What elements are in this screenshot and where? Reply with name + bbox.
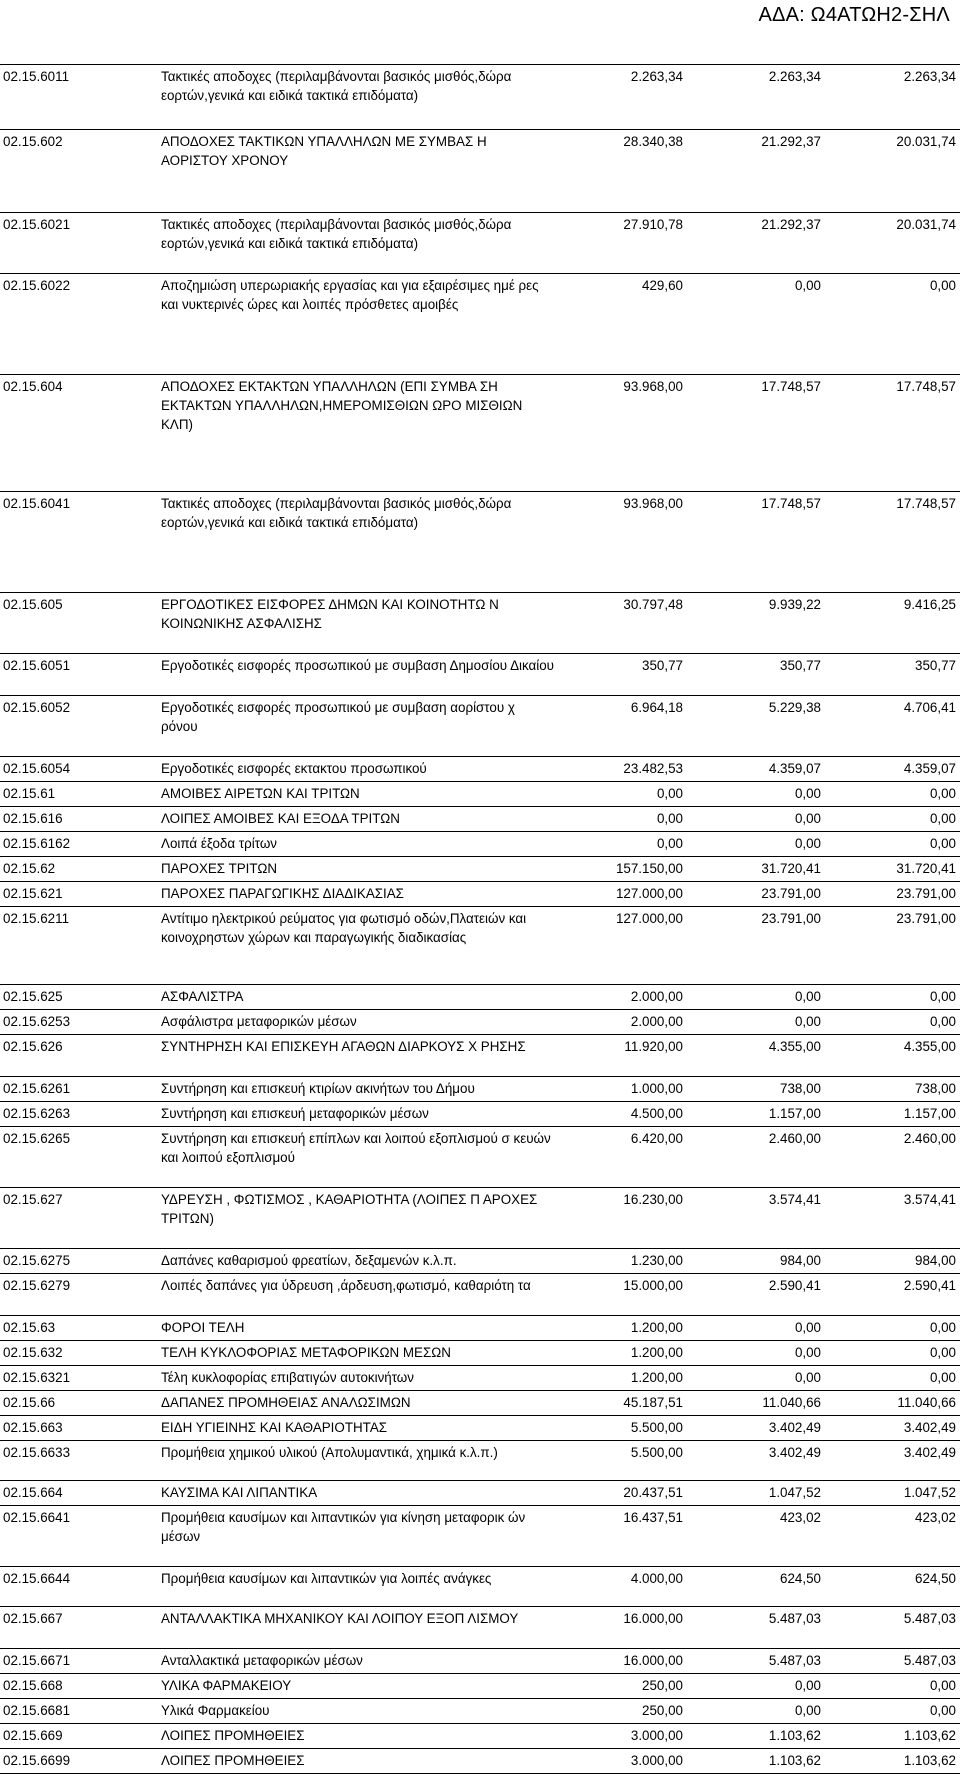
amount-col-1: 4.500,00 [630,1106,683,1121]
account-description: Αποζημιώση υπερωριακής εργασίας και για εξαιρέσιμες ημέ ρες και νυκτερινές ώρες και λοιπές πρόσθετες αμοιβές [161,278,539,312]
account-description: Δαπάνες καθαρισμού φρεατίων, δεξαμενών κ.λ.π. [161,1253,457,1268]
amount-col-1: 6.964,18 [630,700,683,715]
amount-col-3: 3.402,49 [903,1445,956,1460]
table-row [0,1391,960,1416]
account-code: 02.15.605 [3,597,63,612]
amount-col-3: 4.706,41 [903,700,956,715]
account-code: 02.15.669 [3,1728,63,1743]
amount-col-1: 1.200,00 [630,1370,683,1385]
account-code: 02.15.663 [3,1420,63,1435]
account-code: 02.15.604 [3,379,63,394]
amount-col-1: 157.150,00 [615,861,683,876]
account-code: 02.15.6054 [3,761,71,776]
amount-col-2: 0,00 [794,1014,821,1029]
account-code: 02.15.6699 [3,1753,71,1768]
amount-col-2: 0,00 [794,989,821,1004]
amount-col-1: 250,00 [642,1703,683,1718]
amount-col-1: 3.000,00 [630,1728,683,1743]
amount-col-2: 2.460,00 [768,1131,821,1146]
amount-col-3: 3.402,49 [903,1420,956,1435]
amount-col-2: 23.791,00 [761,911,821,926]
amount-col-1: 429,60 [642,278,683,293]
account-code: 02.15.66 [3,1395,56,1410]
account-description: Τακτικές αποδοχες (περιλαμβάνονται βασικός μισθός,δώρα εορτών,γενικά και ειδικά τακτικά επιδόματα) [161,217,512,251]
account-description: Προμήθεια χημικού υλικού (Απολυμαντικά, χημικά κ.λ.π.) [161,1445,498,1460]
table-row [0,782,960,807]
amount-col-2: 17.748,57 [761,496,821,511]
amount-col-2: 4.355,00 [768,1039,821,1054]
table-row [0,1274,960,1316]
account-code: 02.15.664 [3,1485,63,1500]
amount-col-1: 1.000,00 [630,1081,683,1096]
amount-col-1: 0,00 [656,836,683,851]
amount-col-1: 16.000,00 [623,1611,683,1626]
account-code: 02.15.6633 [3,1445,71,1460]
account-code: 02.15.602 [3,134,63,149]
account-code: 02.15.621 [3,886,63,901]
table-row [0,1416,960,1441]
amount-col-2: 738,00 [780,1081,821,1096]
amount-col-2: 2.590,41 [768,1278,821,1293]
amount-col-3: 1.047,52 [903,1485,956,1500]
account-description: Συντήρηση και επισκευή μεταφορικών μέσων [161,1106,429,1121]
account-description: ΣΥΝΤΗΡΗΣΗ ΚΑΙ ΕΠΙΣΚΕΥΗ ΑΓΑΘΩΝ ΔΙΑΡΚΟΥΣ Χ ΡΗΣΗΣ [161,1039,526,1054]
account-description: ΔΑΠΑΝΕΣ ΠΡΟΜΗΘΕΙΑΣ ΑΝΑΛΩΣΙΜΩΝ [161,1395,411,1410]
table-row [0,1724,960,1749]
amount-col-2: 0,00 [794,1370,821,1385]
account-code: 02.15.6644 [3,1571,71,1586]
amount-col-2: 0,00 [794,786,821,801]
account-code: 02.15.61 [3,786,56,801]
amount-col-3: 0,00 [929,836,956,851]
amount-col-3: 350,77 [915,658,956,673]
account-code: 02.15.627 [3,1192,63,1207]
amount-col-2: 21.292,37 [761,134,821,149]
amount-col-2: 17.748,57 [761,379,821,394]
amount-col-1: 27.910,78 [623,217,683,232]
amount-col-2: 21.292,37 [761,217,821,232]
account-code: 02.15.6275 [3,1253,71,1268]
table-row [0,696,960,757]
amount-col-3: 17.748,57 [896,379,956,394]
amount-col-2: 0,00 [794,1678,821,1693]
account-description: Εργοδοτικές εισφορές προσωπικού με συμβαση αορίστου χ ρόνου [161,700,515,734]
amount-col-1: 15.000,00 [623,1278,683,1293]
amount-col-3: 23.791,00 [896,886,956,901]
account-code: 02.15.6321 [3,1370,71,1385]
account-description: Τέλη κυκλοφορίας επιβατιγών αυτοκινήτων [161,1370,414,1385]
amount-col-3: 9.416,25 [903,597,956,612]
amount-col-2: 0,00 [794,836,821,851]
amount-col-3: 423,02 [915,1510,956,1525]
amount-col-3: 0,00 [929,278,956,293]
amount-col-2: 624,50 [780,1571,821,1586]
amount-col-1: 20.437,51 [623,1485,683,1500]
amount-col-2: 1.157,00 [768,1106,821,1121]
amount-col-1: 4.000,00 [630,1571,683,1586]
amount-col-2: 4.359,07 [768,761,821,776]
table-row [0,492,960,593]
table-row [0,1102,960,1127]
account-description: ΑΝΤΑΛΛΑΚΤΙΚΑ ΜΗΧΑΝΙΚΟΥ ΚΑΙ ΛΟΙΠΟΥ ΕΞΟΠ ΛΙΣΜΟΥ [161,1611,519,1626]
table-row [0,1699,960,1724]
account-code: 02.15.6051 [3,658,71,673]
account-code: 02.15.6253 [3,1014,71,1029]
table-row [0,985,960,1010]
account-code: 02.15.632 [3,1345,63,1360]
amount-col-1: 11.920,00 [624,1039,683,1054]
amount-col-2: 350,77 [780,658,821,673]
amount-col-2: 5.487,03 [768,1653,821,1668]
amount-col-1: 2.263,34 [630,69,683,84]
account-description: ΚΑΥΣΙΜΑ ΚΑΙ ΛΙΠΑΝΤΙΚΑ [161,1485,318,1500]
amount-col-3: 1.103,62 [903,1728,956,1743]
table-row [0,882,960,907]
account-description: ΛΟΙΠΕΣ ΠΡΟΜΗΘΕΙΕΣ [161,1728,305,1743]
amount-col-2: 0,00 [794,1703,821,1718]
table-row [0,757,960,782]
amount-col-2: 11.040,66 [762,1395,821,1410]
amount-col-3: 0,00 [929,1014,956,1029]
amount-col-3: 17.748,57 [896,496,956,511]
amount-col-2: 23.791,00 [761,886,821,901]
amount-col-1: 1.200,00 [630,1345,683,1360]
table-row [0,1010,960,1035]
amount-col-1: 30.797,48 [623,597,683,612]
table-row [0,1506,960,1567]
table-row [0,1749,960,1774]
amount-col-2: 1.103,62 [768,1753,821,1768]
account-description: ΥΔΡΕΥΣΗ , ΦΩΤΙΣΜΟΣ , ΚΑΘΑΡΙΟΤΗΤΑ (ΛΟΙΠΕΣ Π ΑΡΟΧΕΣ ΤΡΙΤΩΝ) [161,1192,538,1226]
amount-col-3: 31.720,41 [896,861,956,876]
account-code: 02.15.6021 [3,217,71,232]
account-code: 02.15.6211 [3,911,70,926]
table-row [0,1366,960,1391]
amount-col-3: 4.355,00 [903,1039,956,1054]
account-code: 02.15.6681 [3,1703,71,1718]
account-description: Αντίτιμο ηλεκτρικού ρεύματος για φωτισμό οδών,Πλατειών και κοινοχρηστων χώρων και παραγωγικής διαδικασίας [161,911,527,945]
amount-col-2: 0,00 [794,1345,821,1360]
table-row [0,375,960,492]
account-code: 02.15.6641 [3,1510,71,1525]
amount-col-3: 0,00 [929,1345,956,1360]
amount-col-2: 3.402,49 [768,1420,821,1435]
amount-col-3: 5.487,03 [903,1611,956,1626]
table-row [0,130,960,213]
table-row [0,1481,960,1506]
amount-col-1: 2.000,00 [630,989,683,1004]
amount-col-1: 0,00 [656,786,683,801]
amount-col-3: 2.263,34 [903,69,956,84]
amount-col-3: 738,00 [915,1081,956,1096]
amount-col-2: 3.574,41 [768,1192,821,1207]
account-code: 02.15.616 [3,811,63,826]
amount-col-1: 1.230,00 [630,1253,683,1268]
table-row [0,1249,960,1274]
account-code: 02.15.6011 [3,69,70,84]
table-row [0,654,960,696]
account-code: 02.15.6265 [3,1131,71,1146]
amount-col-3: 1.157,00 [903,1106,956,1121]
amount-col-3: 0,00 [929,1703,956,1718]
amount-col-1: 93.968,00 [623,496,683,511]
amount-col-1: 127.000,00 [615,886,683,901]
account-code: 02.15.6671 [3,1653,71,1668]
account-description: Λοιπές δαπάνες για ύδρευση ,άρδευση,φωτισμό, καθαριότη τα [161,1278,531,1293]
account-description: Προμήθεια καυσίμων και λιπαντικών για λοιπές ανάγκες [161,1571,492,1586]
amount-col-2: 5.487,03 [768,1611,821,1626]
account-description: ΛΟΙΠΕΣ ΠΡΟΜΗΘΕΙΕΣ [161,1753,305,1768]
amount-col-3: 984,00 [915,1253,956,1268]
amount-col-3: 0,00 [929,1678,956,1693]
amount-col-3: 11.040,66 [897,1395,956,1410]
amount-col-3: 0,00 [929,811,956,826]
amount-col-2: 31.720,41 [761,861,821,876]
amount-col-1: 16.000,00 [623,1653,683,1668]
account-code: 02.15.6041 [3,496,71,511]
table-row [0,1316,960,1341]
account-description: Τακτικές αποδοχες (περιλαμβάνονται βασικός μισθός,δώρα εορτών,γενικά και ειδικά τακτικά επιδόματα) [161,69,512,103]
account-code: 02.15.6162 [3,836,71,851]
table-row [0,1035,960,1077]
amount-col-1: 93.968,00 [623,379,683,394]
account-code: 02.15.63 [3,1320,56,1335]
amount-col-3: 2.460,00 [903,1131,956,1146]
amount-col-2: 9.939,22 [768,597,821,612]
table-row [0,1607,960,1649]
amount-col-3: 1.103,62 [903,1753,956,1768]
amount-col-2: 984,00 [780,1253,821,1268]
amount-col-3: 0,00 [929,1370,956,1385]
table-row [0,807,960,832]
table-row [0,1567,960,1607]
account-description: Ανταλλακτικά μεταφορικών μέσων [161,1653,363,1668]
amount-col-1: 5.500,00 [630,1445,683,1460]
account-description: ΑΜΟΙΒΕΣ ΑΙΡΕΤΩΝ ΚΑΙ ΤΡΙΤΩΝ [161,786,360,801]
table-row [0,1127,960,1188]
amount-col-3: 20.031,74 [896,217,956,232]
amount-col-2: 2.263,34 [768,69,821,84]
account-code: 02.15.6279 [3,1278,71,1293]
account-description: Προμήθεια καυσίμων και λιπαντικών για κίνηση μεταφορικ ών μέσων [161,1510,526,1544]
table-row [0,65,960,130]
account-description: ΑΣΦΑΛΙΣΤΡΑ [161,989,244,1004]
account-code: 02.15.6263 [3,1106,71,1121]
amount-col-1: 45.187,51 [623,1395,683,1410]
account-code: 02.15.667 [3,1611,63,1626]
account-description: ΑΠΟΔΟΧΕΣ ΤΑΚΤΙΚΩΝ ΥΠΑΛΛΗΛΩΝ ΜΕ ΣΥΜΒΑΣ Η ΑΟΡΙΣΤΟΥ ΧΡΟΝΟΥ [161,134,487,168]
amount-col-1: 23.482,53 [623,761,683,776]
table-row [0,907,960,985]
account-description: Συντήρηση και επισκευή κτιρίων ακινήτων του Δήμου [161,1081,475,1096]
account-description: ΕΙΔΗ ΥΓΙΕΙΝΗΣ ΚΑΙ ΚΑΘΑΡΙΟΤΗΤΑΣ [161,1420,388,1435]
amount-col-3: 0,00 [929,786,956,801]
table-row [0,1341,960,1366]
account-code: 02.15.625 [3,989,63,1004]
amount-col-3: 23.791,00 [896,911,956,926]
table-row [0,1674,960,1699]
table-row [0,1188,960,1249]
amount-col-1: 250,00 [642,1678,683,1693]
amount-col-2: 1.103,62 [768,1728,821,1743]
amount-col-3: 624,50 [915,1571,956,1586]
account-code: 02.15.6052 [3,700,71,715]
amount-col-2: 0,00 [794,278,821,293]
account-description: Συντήρηση και επισκευή επίπλων και λοιπού εξοπλισμού σ κευών και λοιπού εξοπλισμού [161,1131,551,1165]
account-code: 02.15.668 [3,1678,63,1693]
account-description: ΛΟΙΠΕΣ ΑΜΟΙΒΕΣ ΚΑΙ ΕΞΟΔΑ ΤΡΙΤΩΝ [161,811,400,826]
amount-col-1: 16.230,00 [623,1192,683,1207]
table-row [0,213,960,274]
account-code: 02.15.6261 [3,1081,71,1096]
account-description: ΠΑΡΟΧΕΣ ΠΑΡΑΓΩΓΙΚΗΣ ΔΙΑΔΙΚΑΣΙΑΣ [161,886,404,901]
account-code: 02.15.6022 [3,278,71,293]
account-description: ΦΟΡΟΙ ΤΕΛΗ [161,1320,245,1335]
amount-col-2: 0,00 [794,1320,821,1335]
amount-col-1: 16.437,51 [623,1510,683,1525]
amount-col-3: 4.359,07 [903,761,956,776]
amount-col-1: 0,00 [656,811,683,826]
amount-col-3: 20.031,74 [896,134,956,149]
amount-col-1: 28.340,38 [623,134,683,149]
account-description: Υλικά Φαρμακείου [161,1703,270,1718]
amount-col-3: 3.574,41 [903,1192,956,1207]
amount-col-1: 5.500,00 [630,1420,683,1435]
amount-col-3: 5.487,03 [903,1653,956,1668]
amount-col-3: 0,00 [929,989,956,1004]
amount-col-1: 350,77 [642,658,683,673]
table-row [0,1441,960,1481]
table-row [0,274,960,375]
amount-col-3: 0,00 [929,1320,956,1335]
account-description: Λοιπά έξοδα τρίτων [161,836,277,851]
amount-col-3: 2.590,41 [903,1278,956,1293]
table-row [0,857,960,882]
amount-col-1: 127.000,00 [615,911,683,926]
account-description: ΤΕΛΗ ΚΥΚΛΟΦΟΡΙΑΣ ΜΕΤΑΦΟΡΙΚΩΝ ΜΕΣΩΝ [161,1345,451,1360]
account-description: Εργοδοτικές εισφορές εκτακτου προσωπικού [161,761,427,776]
account-description: Τακτικές αποδοχες (περιλαμβάνονται βασικός μισθός,δώρα εορτών,γενικά και ειδικά τακτικά επιδόματα) [161,496,512,530]
account-code: 02.15.62 [3,861,56,876]
amount-col-2: 3.402,49 [768,1445,821,1460]
account-description: ΥΛΙΚΑ ΦΑΡΜΑΚΕΙΟΥ [161,1678,292,1693]
amount-col-2: 5.229,38 [768,700,821,715]
table-row [0,1649,960,1674]
account-description: ΕΡΓΟΔΟΤΙΚΕΣ ΕΙΣΦΟΡΕΣ ΔΗΜΩΝ ΚΑΙ ΚΟΙΝΟΤΗΤΩ Ν ΚΟΙΝΩΝΙΚΗΣ ΑΣΦΑΛΙΣΗΣ [161,597,499,631]
amount-col-2: 0,00 [794,811,821,826]
budget-table [0,64,960,1774]
account-code: 02.15.626 [3,1039,63,1054]
amount-col-1: 1.200,00 [630,1320,683,1335]
table-row [0,593,960,654]
amount-col-2: 423,02 [780,1510,821,1525]
account-description: Εργοδοτικές εισφορές προσωπικού με συμβαση Δημοσίου Δικαίου [161,658,555,673]
account-description: ΑΠΟΔΟΧΕΣ ΕΚΤΑΚΤΩΝ ΥΠΑΛΛΗΛΩΝ (ΕΠΙ ΣΥΜΒΑ ΣΗ ΕΚΤΑΚΤΩΝ ΥΠΑΛΛΗΛΩΝ,ΗΜΕΡΟΜΙΣΘΙΩΝ ΩΡΟ ΜΙΣΘΙΩΝ ΚΛΠ) [161,379,523,432]
table-row [0,832,960,857]
account-description: Ασφάλιστρα μεταφορικών μέσων [161,1014,357,1029]
amount-col-1: 2.000,00 [630,1014,683,1029]
table-row [0,1077,960,1102]
account-description: ΠΑΡΟΧΕΣ ΤΡΙΤΩΝ [161,861,278,876]
amount-col-2: 1.047,52 [768,1485,821,1500]
amount-col-1: 3.000,00 [630,1753,683,1768]
ada-identifier: ΑΔΑ: Ω4ΑΤΩΗ2-ΣΗΛ [758,4,950,26]
amount-col-1: 6.420,00 [630,1131,683,1146]
